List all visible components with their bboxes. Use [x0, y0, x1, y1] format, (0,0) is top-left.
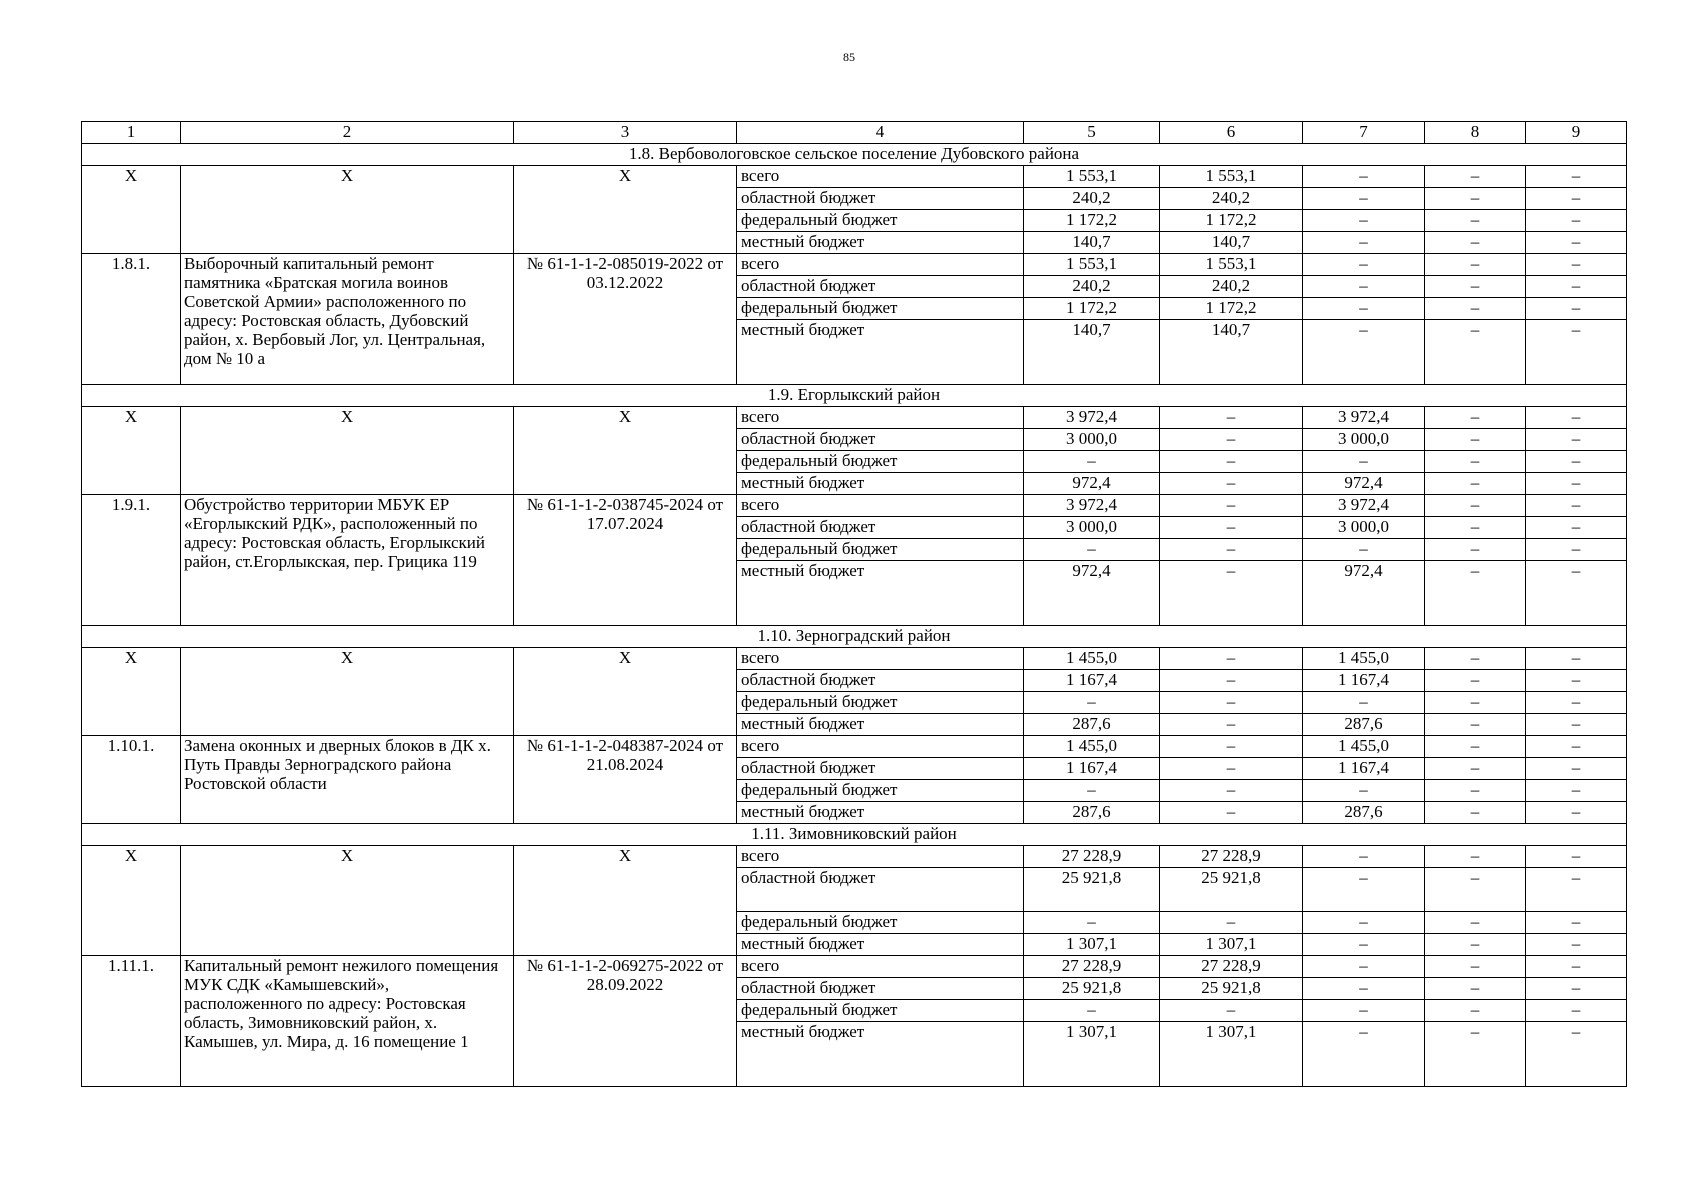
value-col7: –: [1303, 692, 1425, 714]
value-col8: –: [1425, 276, 1526, 298]
value-col7: –: [1303, 166, 1425, 188]
value-col8: –: [1425, 517, 1526, 539]
value-col7: 1 455,0: [1303, 736, 1425, 758]
value-col9: –: [1526, 451, 1627, 473]
value-col7: 1 167,4: [1303, 670, 1425, 692]
value-col9: –: [1526, 407, 1627, 429]
item-description: Замена оконных и дверных блоков в ДК х. Путь Правды Зерноградского района Ростовской области: [181, 736, 514, 824]
funding-source: областной бюджет: [737, 670, 1024, 692]
item-number: 1.9.1.: [82, 495, 181, 626]
value-col5: 240,2: [1024, 276, 1160, 298]
funding-source: всего: [737, 407, 1024, 429]
value-col8: –: [1425, 429, 1526, 451]
item-description: Выборочный капитальный ремонт памятника «Братская могила воинов Советской Армии» расположенного по адресу: Ростовская область, Дубовский район, х. Вербовый Лог, ул. Центральная, дом № 10 а: [181, 254, 514, 385]
value-col5: 3 972,4: [1024, 407, 1160, 429]
value-col7: –: [1303, 934, 1425, 956]
value-col8: –: [1425, 956, 1526, 978]
value-col5: 3 000,0: [1024, 429, 1160, 451]
value-col5: 1 553,1: [1024, 166, 1160, 188]
funding-source: всего: [737, 254, 1024, 276]
total-col1: Х: [82, 648, 181, 736]
value-col8: –: [1425, 912, 1526, 934]
value-col7: –: [1303, 868, 1425, 912]
funding-source: всего: [737, 648, 1024, 670]
value-col9: –: [1526, 780, 1627, 802]
value-col8: –: [1425, 320, 1526, 385]
value-col6: –: [1160, 429, 1303, 451]
value-col9: –: [1526, 539, 1627, 561]
header-cell: 5: [1024, 122, 1160, 144]
value-col8: –: [1425, 232, 1526, 254]
funding-source: областной бюджет: [737, 188, 1024, 210]
value-col7: 287,6: [1303, 714, 1425, 736]
section-title-row: [82, 824, 1627, 846]
funding-source: местный бюджет: [737, 561, 1024, 626]
value-col5: 287,6: [1024, 714, 1160, 736]
value-col8: –: [1425, 210, 1526, 232]
value-col8: –: [1425, 407, 1526, 429]
value-col7: –: [1303, 780, 1425, 802]
value-col6: 1 307,1: [1160, 934, 1303, 956]
header-cell: 3: [514, 122, 737, 144]
value-col9: –: [1526, 1000, 1627, 1022]
value-col9: –: [1526, 868, 1627, 912]
funding-source: всего: [737, 846, 1024, 868]
value-col6: –: [1160, 670, 1303, 692]
funding-source: областной бюджет: [737, 758, 1024, 780]
total-col3: Х: [514, 407, 737, 495]
funding-source: всего: [737, 166, 1024, 188]
value-col6: 140,7: [1160, 320, 1303, 385]
value-col5: 972,4: [1024, 473, 1160, 495]
value-col5: 140,7: [1024, 320, 1160, 385]
total-row: [82, 648, 1627, 670]
total-col1: Х: [82, 846, 181, 956]
value-col9: –: [1526, 320, 1627, 385]
funding-source: местный бюджет: [737, 934, 1024, 956]
value-col7: 3 000,0: [1303, 517, 1425, 539]
value-col7: 287,6: [1303, 802, 1425, 824]
value-col8: –: [1425, 758, 1526, 780]
value-col7: –: [1303, 254, 1425, 276]
header-cell: 6: [1160, 122, 1303, 144]
total-row: [82, 846, 1627, 868]
value-col5: 1 172,2: [1024, 210, 1160, 232]
value-col6: –: [1160, 539, 1303, 561]
value-col6: –: [1160, 692, 1303, 714]
value-col5: 1 553,1: [1024, 254, 1160, 276]
value-col6: –: [1160, 714, 1303, 736]
value-col7: 972,4: [1303, 473, 1425, 495]
value-col7: –: [1303, 320, 1425, 385]
value-col6: 240,2: [1160, 276, 1303, 298]
value-col9: –: [1526, 166, 1627, 188]
value-col5: 1 167,4: [1024, 670, 1160, 692]
section-title: 1.9. Егорлыкский район: [82, 385, 1627, 407]
value-col7: 3 000,0: [1303, 429, 1425, 451]
value-col7: –: [1303, 956, 1425, 978]
funding-source: всего: [737, 736, 1024, 758]
value-col6: –: [1160, 736, 1303, 758]
value-col7: –: [1303, 188, 1425, 210]
value-col5: 1 307,1: [1024, 934, 1160, 956]
funding-source: областной бюджет: [737, 517, 1024, 539]
total-col2: Х: [181, 407, 514, 495]
header-cell: 9: [1526, 122, 1627, 144]
value-col6: –: [1160, 1000, 1303, 1022]
funding-source: федеральный бюджет: [737, 692, 1024, 714]
funding-source: федеральный бюджет: [737, 912, 1024, 934]
item-row: [82, 495, 1627, 517]
value-col7: –: [1303, 276, 1425, 298]
value-col5: 27 228,9: [1024, 956, 1160, 978]
value-col7: –: [1303, 451, 1425, 473]
value-col6: –: [1160, 758, 1303, 780]
value-col6: 1 307,1: [1160, 1022, 1303, 1087]
value-col5: 1 455,0: [1024, 736, 1160, 758]
section-title: 1.8. Вербовологовское сельское поселение Дубовского района: [82, 144, 1627, 166]
item-document: № 61-1-1-2-069275-2022 от 28.09.2022: [514, 956, 737, 1087]
value-col8: –: [1425, 298, 1526, 320]
item-document: № 61-1-1-2-038745-2024 от 17.07.2024: [514, 495, 737, 626]
value-col8: –: [1425, 539, 1526, 561]
funding-source: федеральный бюджет: [737, 451, 1024, 473]
funding-source: областной бюджет: [737, 429, 1024, 451]
value-col7: –: [1303, 912, 1425, 934]
budget-table: [81, 121, 1627, 1087]
value-col8: –: [1425, 648, 1526, 670]
funding-source: местный бюджет: [737, 320, 1024, 385]
funding-source: областной бюджет: [737, 276, 1024, 298]
value-col8: –: [1425, 692, 1526, 714]
value-col5: –: [1024, 912, 1160, 934]
value-col7: –: [1303, 978, 1425, 1000]
value-col5: –: [1024, 780, 1160, 802]
value-col8: –: [1425, 495, 1526, 517]
value-col7: –: [1303, 210, 1425, 232]
value-col6: –: [1160, 517, 1303, 539]
item-row: [82, 956, 1627, 978]
value-col8: –: [1425, 188, 1526, 210]
value-col9: –: [1526, 210, 1627, 232]
value-col5: 3 972,4: [1024, 495, 1160, 517]
value-col8: –: [1425, 736, 1526, 758]
value-col9: –: [1526, 561, 1627, 626]
value-col6: –: [1160, 780, 1303, 802]
value-col8: –: [1425, 714, 1526, 736]
header-cell: 2: [181, 122, 514, 144]
value-col6: 27 228,9: [1160, 956, 1303, 978]
value-col9: –: [1526, 714, 1627, 736]
total-col3: Х: [514, 846, 737, 956]
value-col9: –: [1526, 912, 1627, 934]
value-col7: 3 972,4: [1303, 407, 1425, 429]
value-col9: –: [1526, 758, 1627, 780]
value-col7: –: [1303, 232, 1425, 254]
value-col6: –: [1160, 802, 1303, 824]
value-col5: –: [1024, 451, 1160, 473]
total-col3: Х: [514, 648, 737, 736]
value-col5: 1 455,0: [1024, 648, 1160, 670]
value-col8: –: [1425, 846, 1526, 868]
value-col9: –: [1526, 846, 1627, 868]
value-col5: 240,2: [1024, 188, 1160, 210]
total-col1: Х: [82, 407, 181, 495]
value-col5: 972,4: [1024, 561, 1160, 626]
value-col9: –: [1526, 517, 1627, 539]
total-col2: Х: [181, 166, 514, 254]
funding-source: федеральный бюджет: [737, 780, 1024, 802]
value-col9: –: [1526, 736, 1627, 758]
value-col6: –: [1160, 561, 1303, 626]
value-col9: –: [1526, 802, 1627, 824]
value-col8: –: [1425, 934, 1526, 956]
value-col5: –: [1024, 692, 1160, 714]
funding-source: местный бюджет: [737, 714, 1024, 736]
item-row: [82, 254, 1627, 276]
value-col9: –: [1526, 298, 1627, 320]
value-col6: –: [1160, 451, 1303, 473]
value-col6: 25 921,8: [1160, 978, 1303, 1000]
value-col8: –: [1425, 868, 1526, 912]
value-col5: 287,6: [1024, 802, 1160, 824]
funding-source: местный бюджет: [737, 232, 1024, 254]
funding-source: всего: [737, 495, 1024, 517]
funding-source: федеральный бюджет: [737, 539, 1024, 561]
value-col5: 25 921,8: [1024, 868, 1160, 912]
value-col8: –: [1425, 473, 1526, 495]
value-col7: –: [1303, 1000, 1425, 1022]
value-col7: 3 972,4: [1303, 495, 1425, 517]
value-col5: 1 307,1: [1024, 1022, 1160, 1087]
value-col6: 1 553,1: [1160, 254, 1303, 276]
funding-source: федеральный бюджет: [737, 210, 1024, 232]
header-cell: 8: [1425, 122, 1526, 144]
value-col8: –: [1425, 166, 1526, 188]
item-description: Обустройство территории МБУК ЕР «Егорлыкский РДК», расположенный по адресу: Ростовская область, Егорлыкский район, ст.Егорлыкская, пер. Грицика 119: [181, 495, 514, 626]
funding-source: местный бюджет: [737, 802, 1024, 824]
value-col9: –: [1526, 188, 1627, 210]
page-number: 85: [843, 50, 855, 64]
funding-source: федеральный бюджет: [737, 298, 1024, 320]
header-cell: 1: [82, 122, 181, 144]
item-row: [82, 736, 1627, 758]
funding-source: всего: [737, 956, 1024, 978]
section-title: 1.11. Зимовниковский район: [82, 824, 1627, 846]
value-col8: –: [1425, 254, 1526, 276]
item-description: Капитальный ремонт нежилого помещения МУК СДК «Камышевский», расположенного по адресу: Ростовская область, Зимовниковский район, х. Камышев, ул. Мира, д. 16 помещение 1: [181, 956, 514, 1087]
value-col9: –: [1526, 648, 1627, 670]
value-col5: 3 000,0: [1024, 517, 1160, 539]
value-col8: –: [1425, 1000, 1526, 1022]
value-col5: 140,7: [1024, 232, 1160, 254]
value-col9: –: [1526, 978, 1627, 1000]
funding-source: областной бюджет: [737, 868, 1024, 912]
value-col6: –: [1160, 495, 1303, 517]
section-title-row: [82, 385, 1627, 407]
value-col9: –: [1526, 473, 1627, 495]
funding-source: местный бюджет: [737, 473, 1024, 495]
value-col6: 1 553,1: [1160, 166, 1303, 188]
value-col9: –: [1526, 276, 1627, 298]
value-col9: –: [1526, 232, 1627, 254]
total-row: [82, 166, 1627, 188]
value-col6: 25 921,8: [1160, 868, 1303, 912]
table-body: [82, 122, 1627, 1087]
section-title-row: [82, 626, 1627, 648]
value-col7: 1 455,0: [1303, 648, 1425, 670]
value-col5: –: [1024, 539, 1160, 561]
value-col5: 1 167,4: [1024, 758, 1160, 780]
value-col8: –: [1425, 1022, 1526, 1087]
value-col5: 1 172,2: [1024, 298, 1160, 320]
section-title: 1.10. Зерноградский район: [82, 626, 1627, 648]
header-cell: 7: [1303, 122, 1425, 144]
item-document: № 61-1-1-2-048387-2024 от 21.08.2024: [514, 736, 737, 824]
total-col1: Х: [82, 166, 181, 254]
value-col5: –: [1024, 1000, 1160, 1022]
value-col6: 140,7: [1160, 232, 1303, 254]
total-row: [82, 407, 1627, 429]
value-col9: –: [1526, 429, 1627, 451]
value-col9: –: [1526, 934, 1627, 956]
funding-source: областной бюджет: [737, 978, 1024, 1000]
value-col5: 27 228,9: [1024, 846, 1160, 868]
value-col8: –: [1425, 978, 1526, 1000]
value-col9: –: [1526, 956, 1627, 978]
total-col3: Х: [514, 166, 737, 254]
value-col9: –: [1526, 495, 1627, 517]
funding-source: местный бюджет: [737, 1022, 1024, 1087]
funding-source: федеральный бюджет: [737, 1000, 1024, 1022]
value-col7: –: [1303, 539, 1425, 561]
value-col6: 1 172,2: [1160, 298, 1303, 320]
value-col8: –: [1425, 802, 1526, 824]
value-col9: –: [1526, 254, 1627, 276]
value-col6: 240,2: [1160, 188, 1303, 210]
item-number: 1.8.1.: [82, 254, 181, 385]
value-col6: –: [1160, 648, 1303, 670]
value-col7: –: [1303, 846, 1425, 868]
section-title-row: [82, 144, 1627, 166]
value-col5: 25 921,8: [1024, 978, 1160, 1000]
value-col7: 972,4: [1303, 561, 1425, 626]
total-col2: Х: [181, 846, 514, 956]
value-col8: –: [1425, 561, 1526, 626]
value-col9: –: [1526, 692, 1627, 714]
value-col6: 27 228,9: [1160, 846, 1303, 868]
value-col8: –: [1425, 780, 1526, 802]
value-col9: –: [1526, 1022, 1627, 1087]
item-number: 1.11.1.: [82, 956, 181, 1087]
value-col8: –: [1425, 451, 1526, 473]
value-col6: –: [1160, 473, 1303, 495]
value-col7: –: [1303, 298, 1425, 320]
value-col7: –: [1303, 1022, 1425, 1087]
item-number: 1.10.1.: [82, 736, 181, 824]
header-cell: 4: [737, 122, 1024, 144]
value-col7: 1 167,4: [1303, 758, 1425, 780]
value-col8: –: [1425, 670, 1526, 692]
item-document: № 61-1-1-2-085019-2022 от 03.12.2022: [514, 254, 737, 385]
header-row: [82, 122, 1627, 144]
value-col6: –: [1160, 407, 1303, 429]
value-col6: 1 172,2: [1160, 210, 1303, 232]
value-col6: –: [1160, 912, 1303, 934]
value-col9: –: [1526, 670, 1627, 692]
total-col2: Х: [181, 648, 514, 736]
